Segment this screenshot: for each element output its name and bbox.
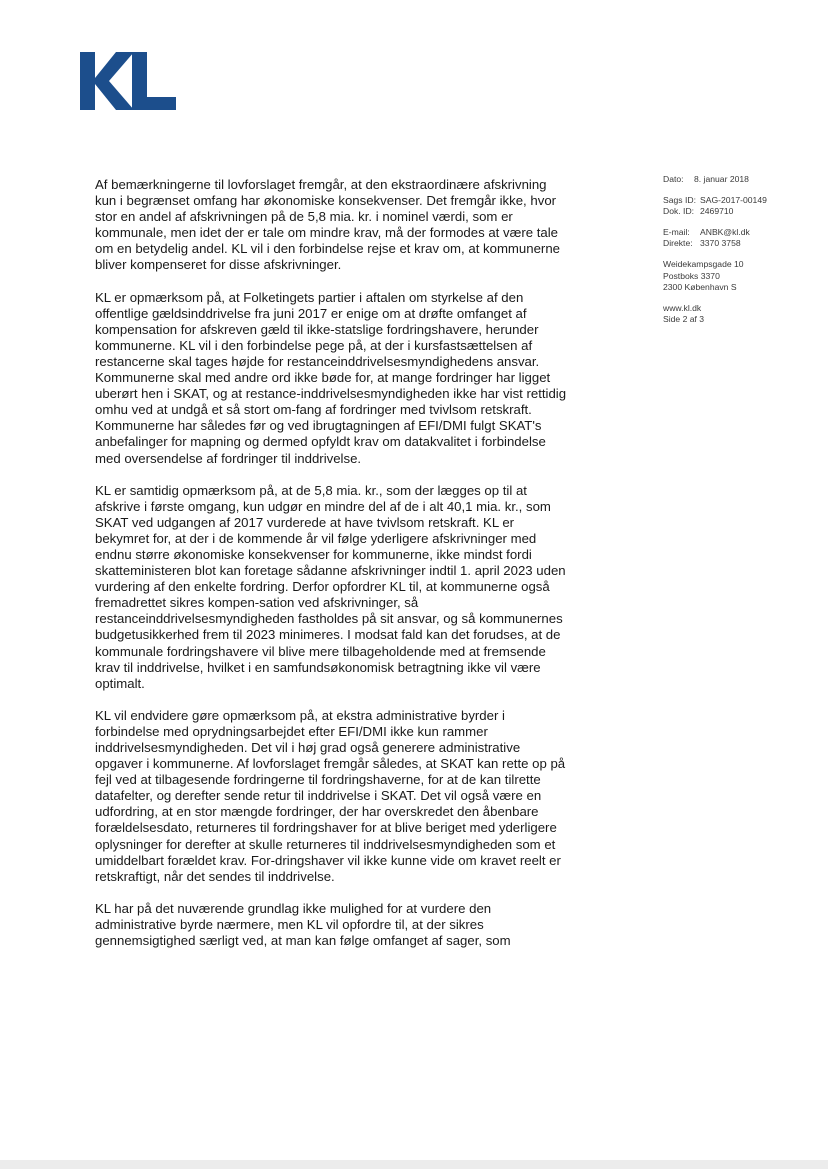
scan-edge bbox=[0, 1160, 828, 1169]
address-line-1: Weidekampsgade 10 bbox=[663, 258, 744, 269]
doc-id-value: 2469710 bbox=[700, 206, 734, 217]
address-block bbox=[663, 259, 813, 294]
phone-label: Direkte: bbox=[663, 238, 693, 249]
email-label: E-mail: bbox=[663, 226, 690, 237]
email-value[interactable]: ANBK@kl.dk bbox=[700, 226, 750, 237]
date-label: Dato: bbox=[663, 174, 684, 184]
address-line-2: Postboks 3370 bbox=[663, 270, 720, 281]
body-paragraph-5: KL har på det nuværende grundlag ikke mulighed for at vurdere den administrative byrde nærmere, men KL vil opfordre til, at der sikres gennemsigtighed særligt ved, at man kan følge omfanget af sager, som bbox=[95, 900, 511, 949]
body-paragraph-1: Af bemærkningerne til lovforslaget fremgår, at den ekstraordinære afskrivning kun i begrænset omfang har økonomiske konsekvenser. Det fremgår ikke, hvor stor en andel af afskrivningen på de 5,8 mia. kr. i nominel værdi, som er kommunale, men idet der er tale om mindre krav, må der formodes at være tale om en betydelig andel. KL vil i den forbindelse rejse et krav om, at kommunerne bliver kompenseret for disse afskrivninger. bbox=[95, 177, 560, 273]
web-block bbox=[663, 303, 813, 326]
doc-id-label: Dok. ID: bbox=[663, 206, 695, 217]
kl-logo bbox=[78, 52, 178, 112]
phone-value: 3370 3758 bbox=[700, 238, 741, 249]
case-id-value: SAG-2017-00149 bbox=[700, 194, 767, 205]
bleed-through-mark bbox=[668, 70, 748, 110]
letter-body bbox=[95, 177, 570, 965]
case-block bbox=[663, 195, 813, 218]
body-paragraph-3: KL er samtidig opmærksom på, at de 5,8 mia. kr., som der lægges op til at afskrive i første omgang, kun udgør en mindre del af de i alt 40,1 mia. kr., som SKAT ved udgangen af 2017 vurderede at have tvivlsom retskraft. KL er bekymret for, at der i de kommende år vil følge yderligere afskrivninger med endnu større økonomiske konsekvenser for kommunerne, ikke mindst fordi skatteministeren blot kan foretage sådanne afskrivninger indtil 1. april 2023 uden vurdering af den enkelte fordring. Derfor opfordrer KL til, at kommunerne også fremadrettet sikres kompen-sation ved afskrivninger, så restanceinddrivelsesmyndigheden fastholdes på sit ansvar, og så kommunernes budgetusikkerhed frem til 2023 minimeres. I modsat fald kan det forudses, at de kommunale fordringshavere vil blive mere tilbageholdende med at fremsende krav til inddrivelse, hvilket i en samfundsøkonomisk betragtning ikke vil være optimalt. bbox=[95, 482, 566, 691]
date-value: 8. januar 2018 bbox=[694, 174, 749, 184]
logo-k-stem bbox=[80, 52, 95, 110]
body-paragraph-4: KL vil endvidere gøre opmærksom på, at ekstra administrative byrder i forbindelse med oprydningsarbejdet efter EFI/DMI ikke kun rammer inddrivelsesmyndigheden. Det vil i høj grad også generere administrative opgaver i kommunerne. Af lovforslaget fremgår således, at SKAT kan rette op på fejl ved at tilbagesende fordringerne til fordringshaverne, for at de kan tilrette datafelter, og derefter sende retur til inddrivelse i SKAT. Det vil også være en udfordring, at en stor mængde fordringer, der har overskredet den åbenbare forældelsesdato, returneres til fordringshaver for at blive beriget med yderligere oplysninger for derefter at skulle returneres til inddrivelsesmyndigheden som et umiddelbart forældet krav. For-dringshaver vil ikke kunne vide om kravet reelt er retskraftigt, når det sendes til inddrivelse. bbox=[95, 707, 566, 884]
website-link[interactable]: www.kl.dk bbox=[663, 302, 702, 313]
logo-l-foot bbox=[132, 97, 176, 110]
letter-sidebar bbox=[663, 174, 813, 335]
date-block bbox=[663, 174, 813, 186]
page-indicator: Side 2 af 3 bbox=[663, 314, 705, 325]
contact-block bbox=[663, 227, 813, 250]
address-line-3: 2300 København S bbox=[663, 282, 737, 293]
body-paragraph-2: KL er opmærksom på, at Folketingets partier i aftalen om styrkelse af den offentlige gældsinddrivelse fra juni 2017 er enige om at drøfte omfanget af kompensation for afskreven gæld til ikke-statslige fordringshavere, herunder kommunerne. KL vil i den forbindelse pege på, at der i kursfastsættelsen af restancerne skal tages højde for restanceinddrivelsesmyndighedens ansvar. Kommunerne skal med andre ord ikke bøde for, at mange fordringer har ligget uberørt hen i SKAT, og at restance-inddrivelsesmyndigheden ikke har vist rettidig omhu ved at undgå et så stort om-fang af fordringer med tvivlsom retskraft. Kommunerne har således før og ved ibrugtagningen af EFI/DMI fulgt SKAT's anbefalinger for mapning og dermed opfyldt krav om datakvalitet i forbindelse med oversendelse af fordringer til inddrivelse. bbox=[95, 289, 567, 466]
logo-k-arms bbox=[95, 52, 134, 110]
case-id-label: Sags ID: bbox=[663, 194, 696, 205]
